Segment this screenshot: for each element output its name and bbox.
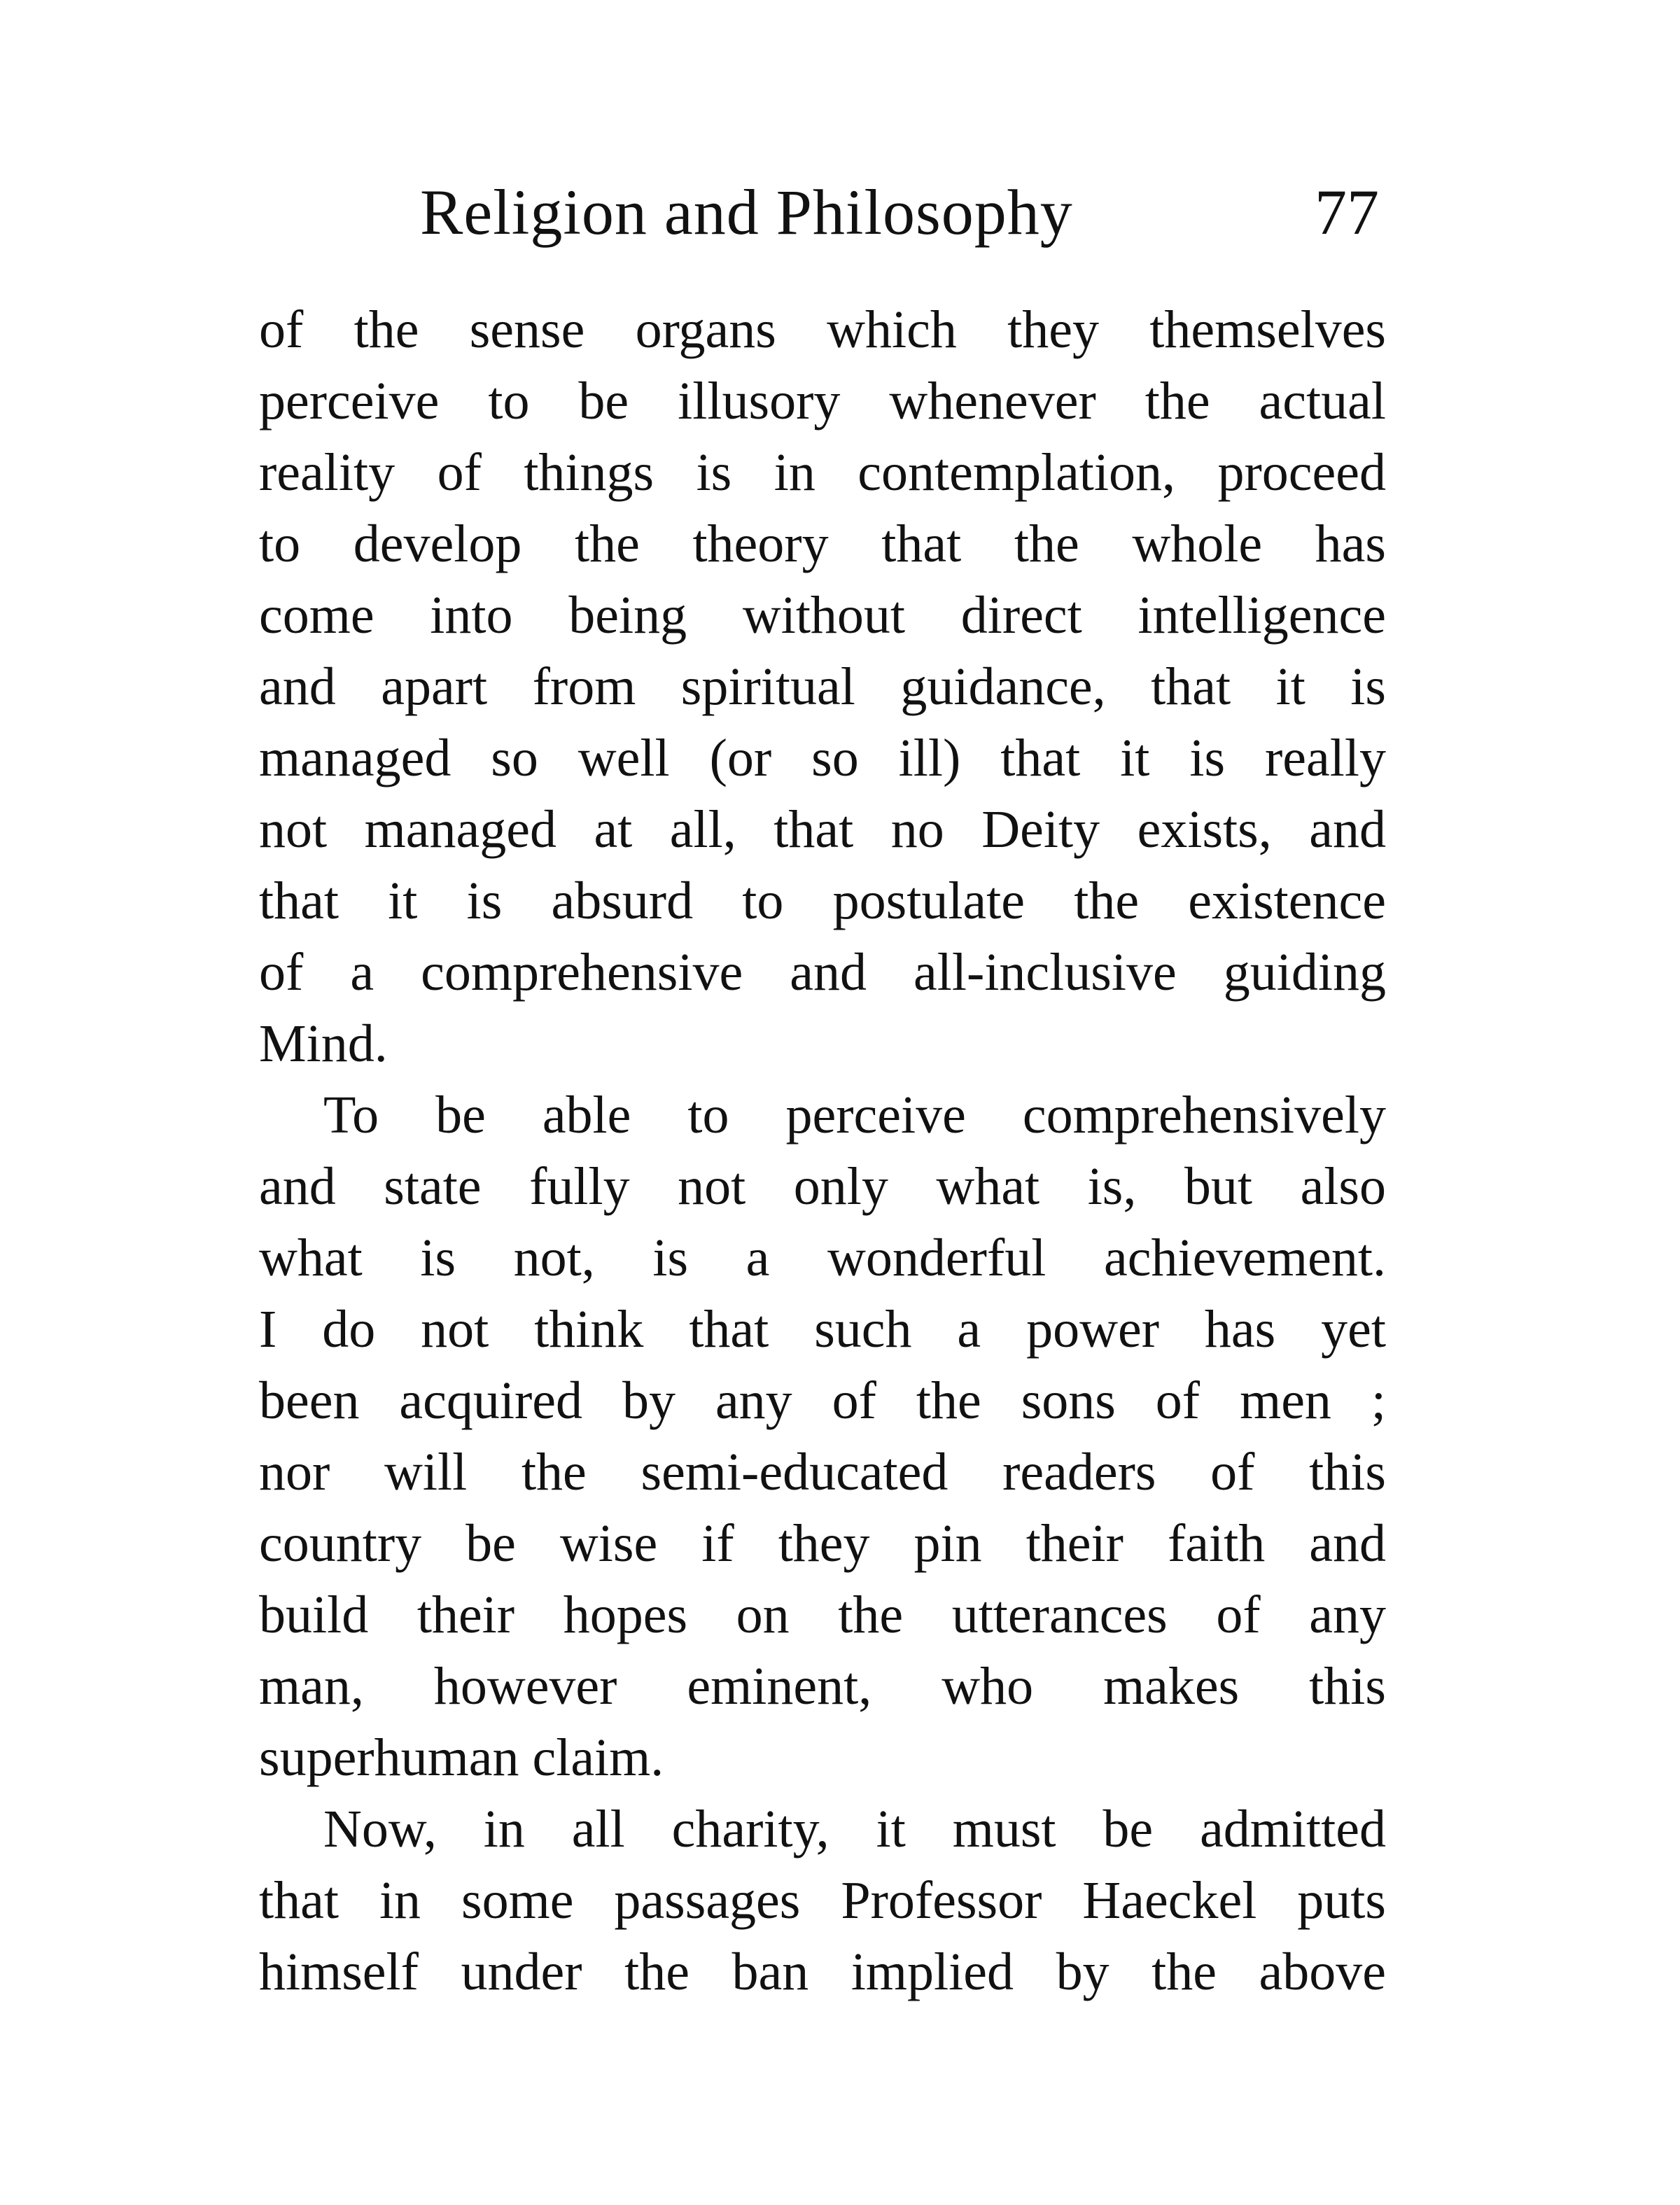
text-line: Mind. (259, 1014, 388, 1073)
text-line: that it is absurd to postulate the existence (259, 872, 1386, 930)
paragraph-1 (259, 294, 1386, 1079)
text-line: himself under the ban implied by the above (259, 1942, 1386, 2001)
text-line: not managed at all, that no Deity exists, and (259, 800, 1386, 859)
paragraph-2 (259, 1079, 1386, 1793)
page-number: 77 (1315, 176, 1379, 248)
text-line: superhuman claim. (259, 1728, 664, 1787)
text-line: Now, in all charity, it must be admitted (323, 1800, 1386, 1858)
text-line: to develop the theory that the whole has (259, 514, 1386, 573)
text-line: what is not, is a wonderful achievement. (259, 1228, 1386, 1287)
text-line: been acquired by any of the sons of men ; (259, 1371, 1386, 1430)
text-line: man, however eminent, who makes this (259, 1657, 1386, 1716)
text-line: managed so well (or so ill) that it is really (259, 729, 1386, 788)
body-text (259, 294, 1386, 2008)
running-head (420, 174, 1379, 251)
text-line: of a comprehensive and all-inclusive guiding (259, 943, 1386, 1002)
text-line: reality of things is in contemplation, proceed (259, 443, 1386, 502)
text-line: and state fully not only what is, but also (259, 1157, 1386, 1216)
text-line: that in some passages Professor Haeckel puts (259, 1871, 1386, 1930)
text-line: build their hopes on the utterances of any (259, 1586, 1386, 1644)
text-line: To be able to perceive comprehensively (323, 1086, 1386, 1144)
text-line: of the sense organs which they themselves (259, 300, 1386, 359)
text-line: country be wise if they pin their faith and (259, 1514, 1386, 1573)
running-head-title: Religion and Philosophy (420, 176, 1073, 248)
paragraph-3 (259, 1793, 1386, 2008)
text-line: nor will the semi-educated readers of this (259, 1443, 1386, 1502)
text-line: and apart from spiritual guidance, that it is (259, 657, 1386, 716)
text-line: come into being without direct intelligence (259, 586, 1386, 645)
text-line: perceive to be illusory whenever the actual (259, 372, 1386, 430)
text-line: I do not think that such a power has yet (259, 1300, 1386, 1359)
